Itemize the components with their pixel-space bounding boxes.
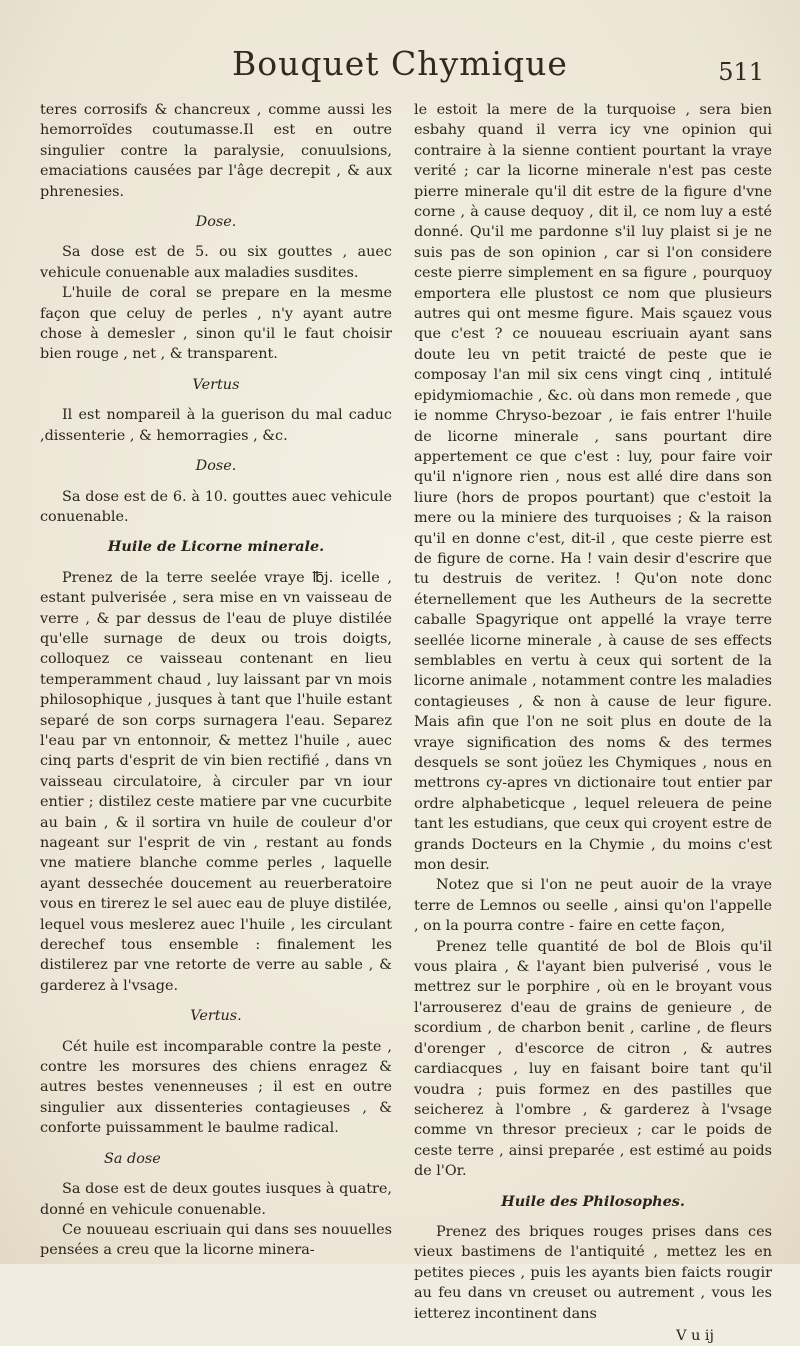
left-column-paragraph: L'huile de coral se prepare en la mesme façon que celuy de perles , n'y ayant autre chose à demesler , sinon qu'il le faut choisir bien rouge , net , & transparent.	[40, 285, 392, 363]
page-number: 511	[718, 58, 764, 86]
left-column-paragraph: Ce nouueau escriuain qui dans ses nouuelles pensées a creu que la licorne minera-	[40, 1221, 392, 1259]
right-column-paragraph: Prenez des briques rouges prises dans ces vieux bastimens de l'antiquité , mettez les en petites pieces , puis les ayants bien faicts rougir au feu dans vn creuset ou autrement , vous les ietterez incontinent dans	[414, 1223, 772, 1322]
signature-mark: V u ij	[676, 1327, 714, 1344]
left-column-paragraph: Sa dose est de deux goutes iusques à quatre, donné en vehicule conuenable.	[40, 1181, 392, 1218]
left-column-paragraph: Sa dose est de 6. à 10. gouttes auec vehicule conuenable.	[40, 488, 392, 525]
left-column-paragraph: Cét huile est incomparable contre la peste , contre les morsures des chiens enragez & autres bestes venenneuses ; il est en outre singulier aux dissenteries contagieuses , & conforte puissamment le baulme radical.	[40, 1038, 392, 1137]
section-heading: Vertus.	[190, 1008, 242, 1025]
section-heading: Dose.	[195, 214, 237, 231]
recipe-title: Huile des Philosophes.	[501, 1192, 685, 1210]
left-column-paragraph: Il est nompareil à la guerison du mal caduc ,dissenterie , & hemorragies , &c.	[40, 407, 392, 444]
right-column-paragraph: Prenez telle quantité de bol de Blois qu'il vous plaira , & l'ayant bien pulverisé , vous le mettrez sur le porphire , où en le broyant vous l'arrouserez d'eau de grains de genieure , de scordium , de charbon benit , carline , de fleurs d'orenger , d'escorce de citron , & autres cardiacques , luy en faisant boire tant qu'il voudra ; puis formez en des pastilles que seicherez à l'ombre , & garderez à l'vsage comme vn thresor precieux ; car le poids de ceste terre , ainsi preparée , est estimé au poids de l'Or.	[414, 938, 772, 1180]
right-column-paragraph: Notez que si l'on ne peut auoir de la vraye terre de Lemnos ou seelle , ainsi qu'on l'appelle , on la pourra contre - faire en cette façon,	[414, 877, 772, 935]
right-text-column	[414, 100, 772, 1344]
recipe-title: Huile de Licorne minerale.	[107, 538, 325, 556]
section-heading: Dose.	[195, 458, 237, 475]
section-heading: Sa dose	[104, 1150, 161, 1167]
left-column-paragraph: teres corrosifs & chancreux , comme aussi les hemorroïdes coutumasse.Il est en outre singulier contre la paralysie, conuulsions, emaciations causées par l'âge decrepit , & aux phrenesies.	[40, 102, 392, 200]
left-column-paragraph: Sa dose est de 5. ou six gouttes , auec vehicule conuenable aux maladies susdites.	[40, 244, 392, 281]
section-heading: Vertus	[192, 376, 240, 393]
left-text-column	[40, 100, 392, 1259]
right-column-paragraph: le estoit la mere de la turquoise , sera bien esbahy quand il verra icy vne opinion qui contraire à la sienne contient pourtant la vraye verité ; car la licorne minerale n'est pas ceste pierre minerale qu'il dit estre de la figure d'vne corne , à cause dequoy , dit il, ce nom luy a esté donné. Qu'il me pardonne s'il luy plaist si je ne suis pas de son opinion , car si l'on considere ceste pierre simplement en sa figure , pourquoy emportera elle plustost ce nom que plusieurs autres qui ont mesme figure. Mais sçauez vous que c'est ? ce nouueau escriuain ayant sans doute leu vn petit traicté de peste que ie composay l'an mil six cens vingt cinq , intitulé epidymiomachie , &c. où dans mon remede , que ie nomme Chryso-bezoar , ie fais entrer l'huile de licorne minerale , sans pourtant dire appertement ce que c'est : luy, pour faire voir qu'il n'ignore rien , nous est allé dire dans son liure (hors de propos pourtant) que c'estoit la mere ou la miniere des turquoises ; & la raison qu'il en donne c'est, dit-il , que ceste pierre est de figure de corne. Ha ! vain desir d'escrire que tu destruis de veritez. ! Qu'on note donc éternellement que les Autheurs de la secrette caballe Spagyrique ont appellé la vraye terre seellée licorne minerale , à cause de ses effects semblables en vertu à ceux qui sortent de la licorne animale , notamment contre les maladies contagieuses , & non à cause de leur figure. Mais afin que l'on ne soit plus en doute de la vraye signification des noms & des termes desquels se sont joüez les Chymiques , nous en mettrons cy-apres vn dictionaire tout entier par ordre alphabeticque , lequel releuera de peine tant les estudians, que ceux qui croyent estre de grands Docteurs en la Chymie , du moins c'est mon desir.	[414, 102, 772, 874]
left-column-paragraph: Prenez de la terre seelée vraye ℔j. icelle , estant pulverisée , sera mise en vn vaisseau de verre , & par dessus de l'eau de pluye distilée qu'elle surnage de deux ou trois doigts, colloquez ce vaisseau contenant en lieu temperamment chaud , luy laissant par vn mois philosophique , jusques à tant que l'huile estant separé de son corps surnagera l'eau. Separez l'eau par vn entonnoir, & mettez l'huile , auec cinq parts d'esprit de vin bien rectifié , dans vn vaisseau circulatoire, à circuler par vn iour entier ; distilez ceste matiere par vne cucurbite au bain , & il sortira vn huile de couleur d'or nageant sur l'esprit de vin , restant au fonds vne matiere blanche comme perles , laquelle ayant dessechée doucement au reuerberatoire vous en tirerez le sel auec eau de pluye distilée, lequel vous meslerez auec l'huile , les circulant derechef tous ensemble : finalement les distilerez par vne retorte de verre au sable , & garderez à l'vsage.	[40, 569, 392, 994]
running-title: Bouquet Chymique	[232, 44, 568, 83]
page-header	[0, 44, 800, 94]
